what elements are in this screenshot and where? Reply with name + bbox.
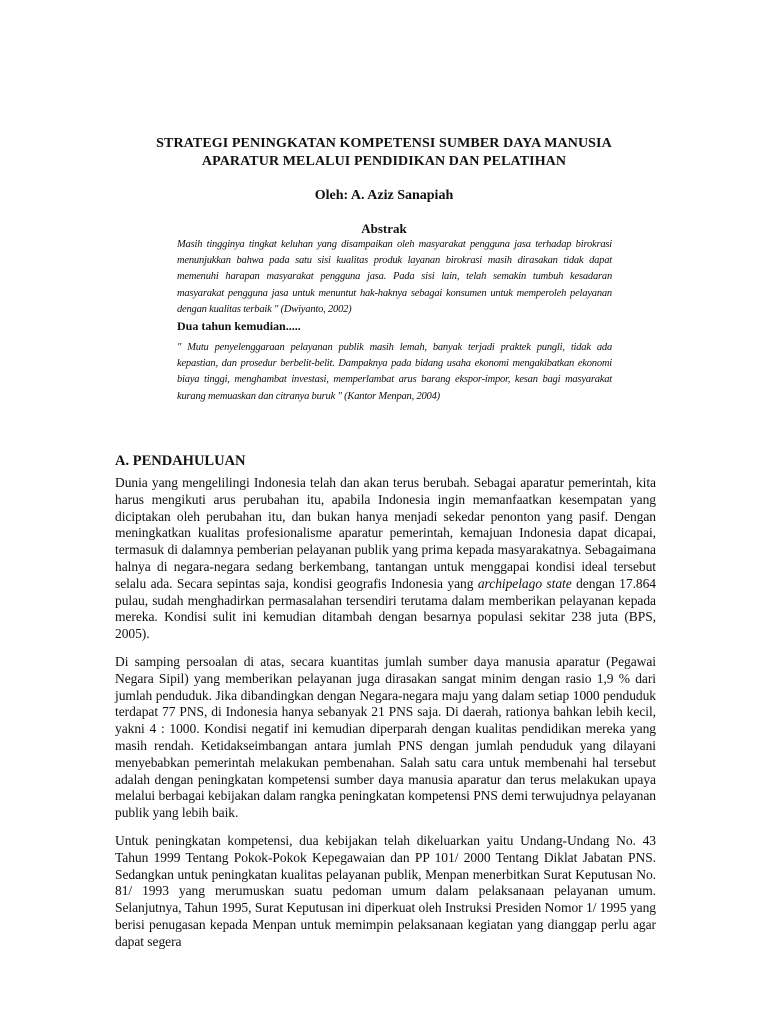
paragraph-3: Untuk peningkatan kompetensi, dua kebijakan telah dikeluarkan yaitu Undang-Undang No. 43 Tahun 1999 Tentang Pokok-Pokok Kepegawaian dan PP 101/ 2000 Tentang Diklat Jabatan PNS. Sedangkan untuk peningkatan kualitas pelayanan publik, Menpan menerbitkan Surat Keputusan No. 81/ 1993 yang merumuskan suatu pedoman umum dalam pelaksanaan pelayanan umum. Selanjutnya, Tahun 1995, Surat Keputusan ini diperkuat oleh Instruksi Presiden Nomor 1/ 1995 yang berisi penugasan kepada Menpan untuk memimpin pelaksanaan kegiatan yang dianggap perlu agar dapat segera — [115, 833, 656, 949]
subheading: Dua tahun kemudian..... — [177, 319, 301, 333]
abstract-heading: Abstrak — [361, 221, 407, 236]
document-title — [100, 135, 668, 171]
paragraph-1-text-b: dengan 17.864 pulau, sudah menghadirkan permasalahan tersendiri terutama dalam memberikan pelayanan kepada mereka. Kondisi sulit ini kemudian ditambah dengan besarnya populasi sekitar 238 juta (BPS, 2005). — [115, 575, 656, 642]
paragraph-1-italic: archipelago state — [477, 575, 572, 591]
title-line-1: STRATEGI PENINGKATAN KOMPETENSI SUMBER DAYA MANUSIA — [156, 136, 612, 151]
title-line-2: APARATUR MELALUI PENDIDIKAN DAN PELATIHAN — [201, 154, 567, 169]
abstract-quote: Masih tingginya tingkat keluhan yang disampaikan oleh masyarakat pengguna jasa terhadap birokrasi menunjukkan bahwa pada satu sisi kualitas produk layanan birokrasi masih dirasakan tidak dapat memenuhi harapan masyarakat pengguna jasa. Pada sisi lain, telah semakin tumbuh kesadaran masyarakat pengguna jasa untuk menuntut hak-haknya sebagai konsumen untuk memperoleh pelayanan dengan kualitas terbaik " (Dwiyanto, 2002) — [177, 239, 612, 315]
paragraph-2: Di samping persoalan di atas, secara kuantitas jumlah sumber daya manusia aparatur (Pegawai Negara Sipil) yang memberikan pelayanan juga dirasakan sangat minim dengan rasio 1,9 % dari jumlah penduduk. Jika dibandingkan dengan Negara-negara maju yang dalam setiap 1000 penduduk terdapat 77 PNS, di Indonesia hanya sebanyak 21 PNS saja. Di daerah, rationya bahkan lebih kecil, yakni 4 : 1000. Kondisi negatif ini kemudian diperparah dengan kualitas pendidikan mereka yang masih rendah. Ketidakseimbangan antara jumlah PNS dengan jumlah penduduk yang dilayani menyebabkan pemerintah melakukan pembenahan. Salah satu cara untuk membenahi hal tersebut adalah dengan peningkatan kompetensi sumber daya manusia aparatur dan terus melakukan upaya melalui berbagai kebijakan dalam rangka peningkatan kompetensi PNS demi terwujudnya pelayanan publik yang lebih baik. — [115, 654, 656, 821]
paragraph-1 — [115, 475, 656, 643]
author-line: Oleh: A. Aziz Sanapiah — [314, 188, 454, 203]
paragraph-1-text-a: Dunia yang mengelilingi Indonesia telah dan akan terus berubah. Sebagai aparatur pemerintah, kita harus mengikuti arus perubahan itu, apabila Indonesia ingin memanfaatkan kesempatan yang diciptakan oleh perubahan itu, dan bukan hanya menjadi sekedar penonton yang pasif. Dengan meningkatkan kualitas profesionalisme aparatur pemerintah, kemajuan Indonesia dapat dicapai, termasuk di dalamnya pemberian pelayanan publik yang prima kepada masyarakatnya. Sebagaimana halnya di negara-negara sedang berkembang, tantangan untuk menggapai kondisi ideal tersebut selalu ada. Secara sepintas saja, kondisi geografis Indonesia yang — [115, 475, 656, 591]
second-quote: " Mutu penyelenggaraan pelayanan publik masih lemah, banyak terjadi praktek pungli, tidak ada kepastian, dan prosedur berbelit-belit. Dampaknya pada bidang usaha ekonomi mengakibatkan ekonomi biaya tinggi, menghambat investasi, memperlambat arus barang ekspor-impor, kesan bagi masyarakat kurang memuaskan dan citranya buruk " (Kantor Menpan, 2004) — [177, 342, 612, 402]
section-heading: A. PENDAHULUAN — [115, 453, 246, 469]
